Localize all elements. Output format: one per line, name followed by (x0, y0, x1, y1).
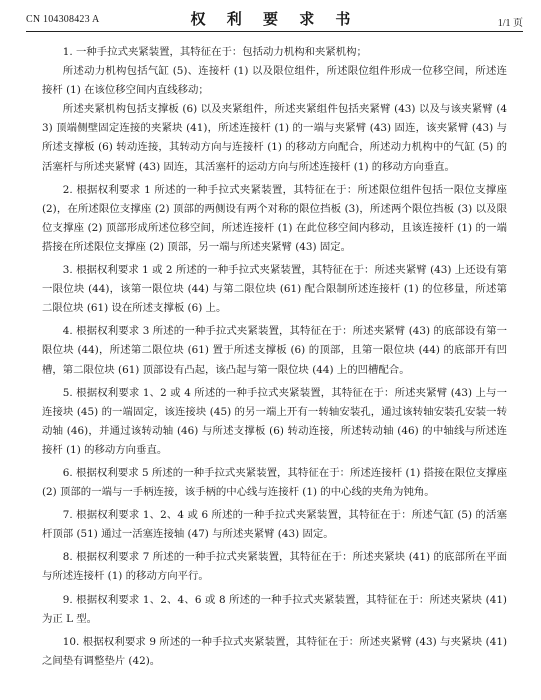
claim-9: 9. 根据权利要求 1、2、4、6 或 8 所述的一种手拉式夹紧装置，其特征在于：所述夹紧块 (41) 为正 L 型。 (42, 593, 507, 625)
claim-7: 7. 根据权利要求 1、2、4 或 6 所述的一种手拉式夹紧装置，其特征在于：所述气缸 (5) 的活塞杆顶部 (51) 通过一活塞连接轴 (47) 与所述夹紧臂 (43) 固定。 (42, 509, 507, 541)
publication-number: CN 104308423 A (26, 14, 100, 25)
header-divider (26, 31, 523, 32)
claim-4: 4. 根据权利要求 3 所述的一种手拉式夹紧装置，其特征在于：所述夹紧臂 (43) 的底部设有第一限位块 (44)，所述第二限位块 (61) 置于所述支撑板 (6) 的顶部，且第一限位块 (44) 的底部开有凹槽，第二限位块 (61) 顶部设有凸起，该凸起与第一限位块 (44) 上的凹槽配合。 (42, 325, 507, 376)
claim-6: 6. 根据权利要求 5 所述的一种手拉式夹紧装置，其特征在于：所述连接杆 (1) 搭接在限位支撑座 (2) 顶部的一端与一手柄连接，该手柄的中心线与连接杆 (1) 的中心线的夹角为钝角。 (42, 466, 507, 499)
claim-1-power-mechanism: 所述动力机构包括气缸 (5)、连接杆 (1) 以及限位组件，所述限位组件形成一位移空间，所述连接杆 (1) 在该位移空间内直线移动； (42, 65, 507, 97)
claim-3: 3. 根据权利要求 1 或 2 所述的一种手拉式夹紧装置，其特征在于：所述夹紧臂 (43) 上还设有第一限位块 (44)，该第一限位块 (44) 与第二限位块 (61) 配合限制所述连接杆 (1) 的位移量，所述第二限位块 (61) 设在所述支撑板 (6) 上。 (42, 264, 507, 315)
document-title: 权 利 要 求 书 (190, 10, 359, 28)
claim-8: 8. 根据权利要求 7 所述的一种手拉式夹紧装置，其特征在于：所述夹紧块 (41) 的底部所在平面与所述连接杆 (1) 的移动方向平行。 (42, 551, 507, 583)
claims-body (42, 43, 507, 671)
claim-10: 10. 根据权利要求 9 所述的一种手拉式夹紧装置，其特征在于：所述夹紧臂 (43) 与夹紧块 (41) 之间垫有调整垫片 (42)。 (42, 635, 507, 667)
claim-2: 2. 根据权利要求 1 所述的一种手拉式夹紧装置，其特征在于：所述限位组件包括一限位支撑座 (2)，在所述限位支撑座 (2) 顶部的两侧设有两个对称的限位挡板 (3)，所述两个限位挡板 (3) 以及限位支撑座 (2) 顶部形成所述位移空间，所述连接杆 (1) 在此位移空间内移动，且该连接杆 (1) 的一端搭接在所述限位支撑座 (2) 顶部，另一端与所述夹紧臂 (43) 固定。 (42, 183, 507, 253)
page-number: 1/1 页 (497, 18, 523, 29)
claim-1-clamp-mechanism: 所述夹紧机构包括支撑板 (6) 以及夹紧组件，所述夹紧组件包括夹紧臂 (43) 以及与该夹紧臂 (43) 顶端侧壁固定连接的夹紧块 (41)，所述连接杆 (1) 的一端与夹紧臂 (43) 固连，该夹紧臂 (43) 与所述支撑板 (6) 转动连接，其转动方向与连接杆 (1) 的移动方向配合，所述动力机构中的气缸 (5) 的活塞杆与所述夹紧臂 (43) 固连，其活塞杆的运动方向与所述连接杆 (1) 的移动方向垂直。 (42, 103, 507, 173)
claim-5: 5. 根据权利要求 1、2 或 4 所述的一种手拉式夹紧装置，其特征在于：所述夹紧臂 (43) 上与一连接块 (45) 的一端固定，该连接块 (45) 的另一端上开有一转轴安装孔，通过该转轴安装孔安装一转动轴 (46)，并通过该转动轴 (46) 与所述支撑板 (6) 转动连接，所述转动轴 (46) 的中轴线与所述连接杆 (1) 的移动方向垂直。 (42, 386, 507, 456)
page-header (26, 8, 523, 30)
claim-1-preamble: 1. 一种手拉式夹紧装置，其特征在于：包括动力机构和夹紧机构； (62, 46, 367, 58)
